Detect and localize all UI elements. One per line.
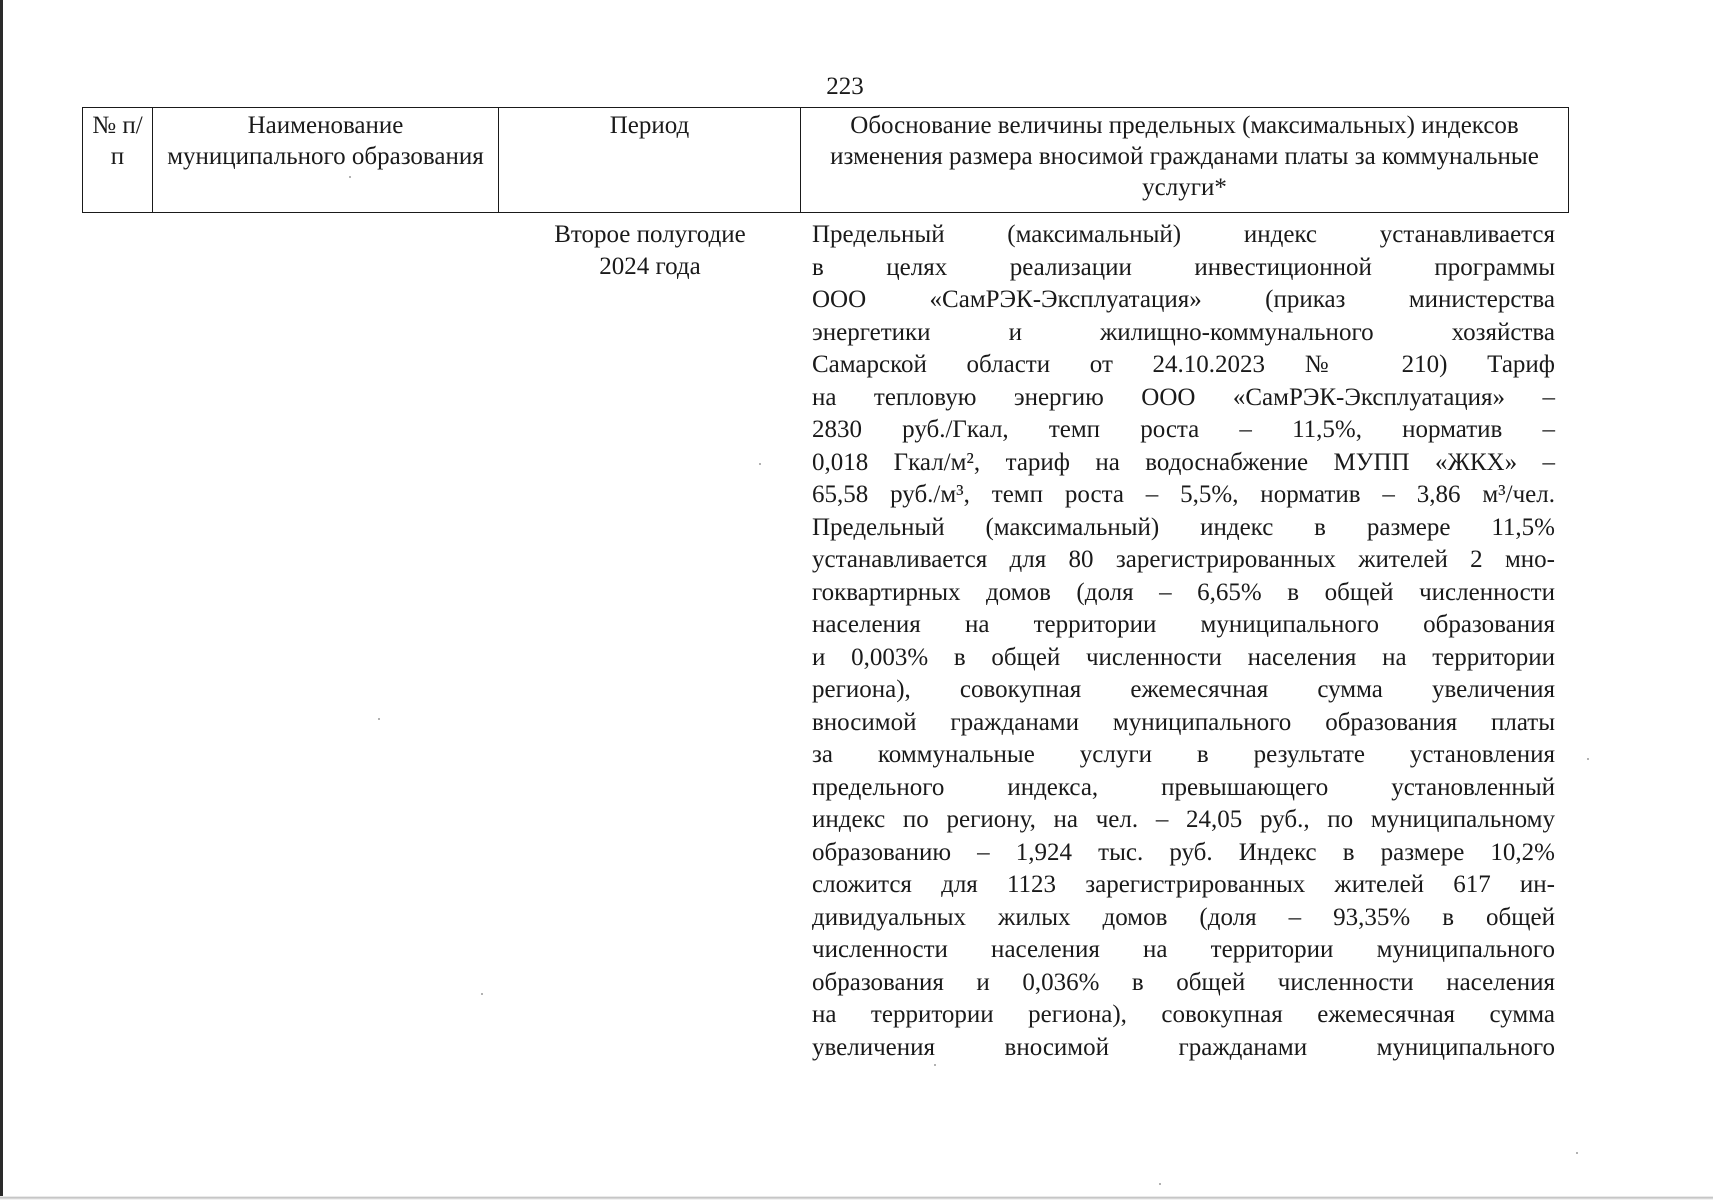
basis-line: за коммунальные услуги в результате установления (812, 741, 1555, 768)
table-header (82, 107, 1569, 213)
scan-speck (759, 463, 761, 465)
header-municipality-name: Наименование муниципального образования (153, 108, 499, 213)
scan-speck (378, 718, 380, 720)
basis-line: населения на территории муниципального образования (812, 611, 1555, 638)
basis-line: и 0,003% в общей численности населения на территории (812, 643, 1555, 671)
scan-speck (481, 993, 483, 995)
header-basis: Обоснование величины предельных (максимальных) индексов изменения размера вносимой гражданами платы за коммунальные услуги* (801, 108, 1569, 213)
basis-line: в целях реализации инвестиционной программы (812, 253, 1555, 281)
basis-line: энергетики и жилищно-коммунального хозяйства (812, 318, 1555, 346)
basis-line: увеличения вносимой гражданами муниципального (812, 1033, 1555, 1061)
basis-line: образования и 0,036% в общей численности населения (812, 968, 1555, 996)
header-period: Период (499, 108, 801, 213)
header-number: № п/п (83, 108, 153, 213)
scan-speck (934, 1064, 936, 1066)
basis-line: гоквартирных домов (доля – 6,65% в общей численности (812, 578, 1555, 606)
scan-speck (1587, 758, 1589, 760)
basis-line: вносимой гражданами муниципального образования платы (812, 708, 1555, 736)
period-cell: Второе полугодие 2024 года (554, 221, 746, 280)
basis-line: региона), совокупная ежемесячная сумма увеличения (812, 676, 1555, 703)
scan-speck (349, 176, 351, 178)
scan-left-edge (0, 0, 3, 1200)
scan-speck (1576, 1152, 1578, 1154)
basis-line: Предельный (максимальный) индекс в размере 11,5% (812, 513, 1555, 541)
basis-line: Предельный (максимальный) индекс устанавливается (812, 221, 1555, 248)
scan-speck (1159, 1183, 1161, 1185)
basis-line: 2830 руб./Гкал, темп роста – 11,5%, норматив – (812, 416, 1555, 443)
basis-line: устанавливается для 80 зарегистрированных жителей 2 мно- (812, 546, 1555, 573)
basis-line: на тепловую энергию ООО «СамРЭК-Эксплуатация» – (812, 383, 1555, 411)
scan-bottom-edge (0, 1196, 1713, 1200)
basis-line: предельного индекса, превышающего установленный (812, 773, 1555, 801)
basis-line: на территории региона), совокупная ежемесячная сумма (812, 1001, 1555, 1028)
basis-line: Самарской области от 24.10.2023 № 210) Тариф (812, 351, 1555, 378)
basis-line: образованию – 1,924 тыс. руб. Индекс в размере 10,2% (812, 838, 1555, 866)
basis-line: ООО «СамРЭК-Эксплуатация» (приказ министерства (812, 286, 1555, 313)
basis-line: 65,58 руб./м³, темп роста – 5,5%, норматив – 3,86 м³/чел. (812, 481, 1555, 508)
basis-line: 0,018 Гкал/м², тариф на водоснабжение МУПП «ЖКХ» – (812, 448, 1555, 476)
basis-line: дивидуальных жилых домов (доля – 93,35% в общей (812, 903, 1555, 931)
basis-line: сложится для 1123 зарегистрированных жителей 617 ин- (812, 871, 1555, 898)
basis-line: индекс по региону, на чел. – 24,05 руб., по муниципальному (812, 806, 1555, 833)
basis-line: численности населения на территории муниципального (812, 936, 1555, 963)
page-number: 223 (826, 73, 864, 100)
header-row (83, 108, 1569, 213)
basis-text (812, 219, 1555, 1064)
